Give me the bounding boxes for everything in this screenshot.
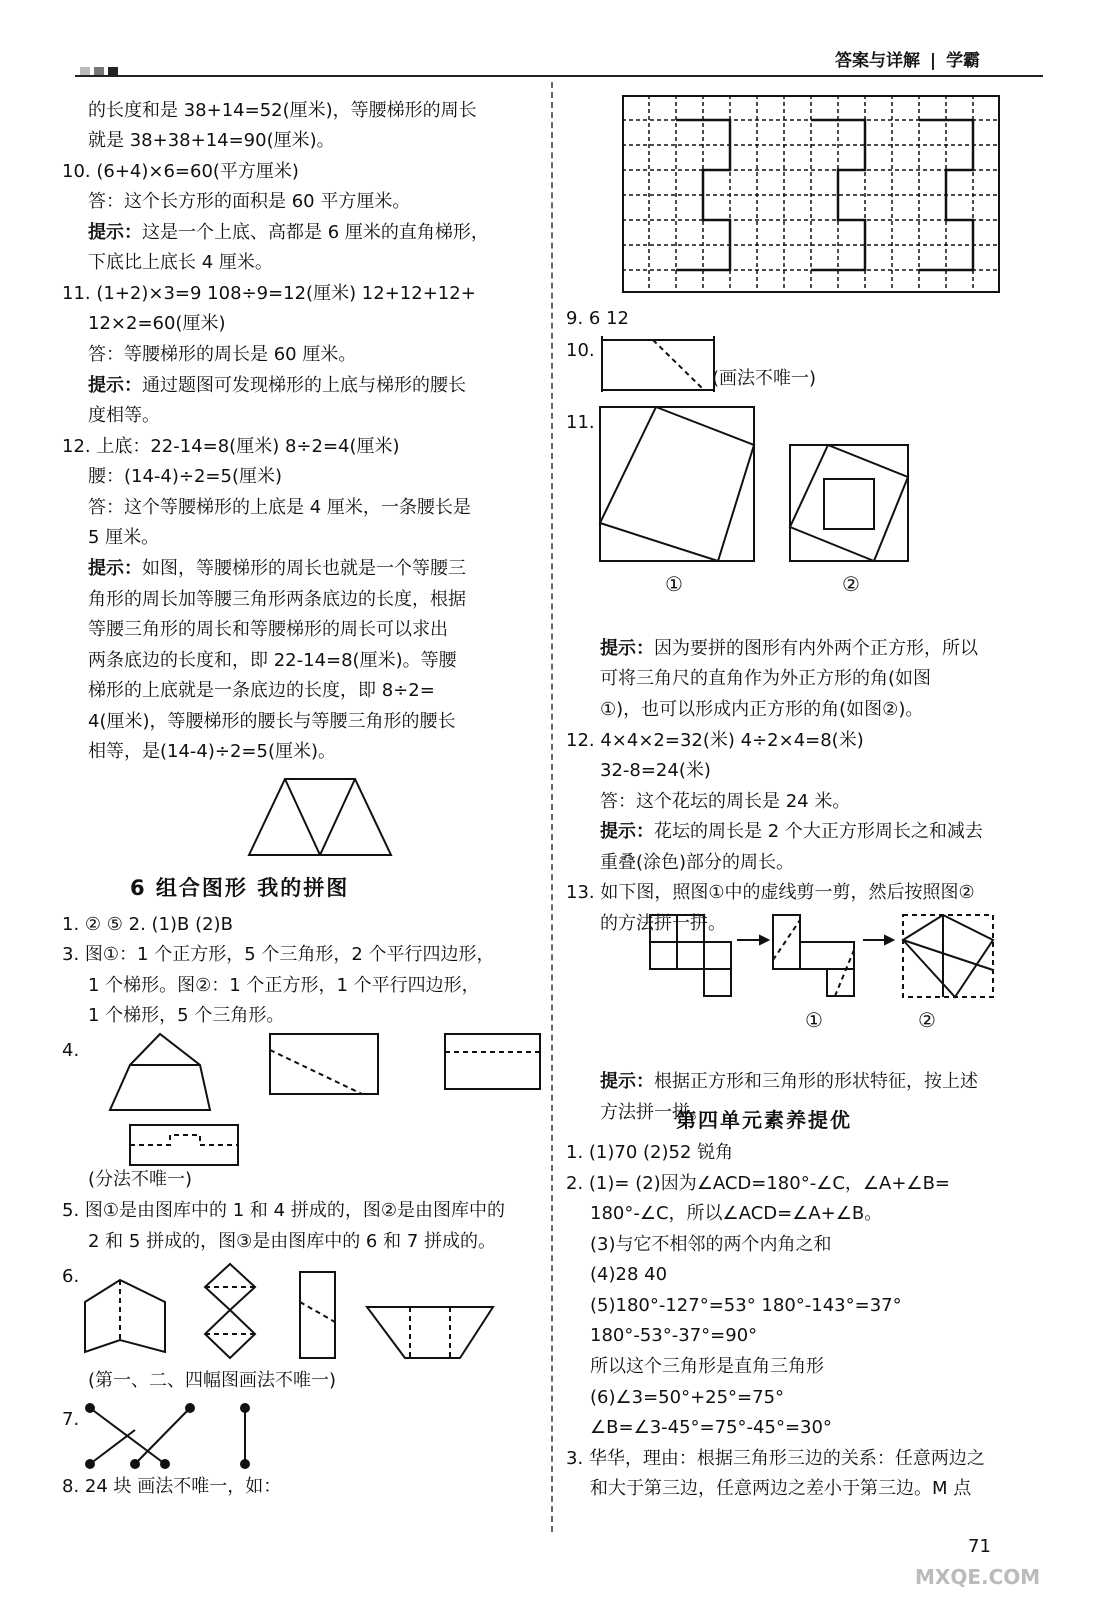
- text-line: 3. 图①：1 个正方形，5 个三角形，2 个平行四边形，: [62, 944, 495, 965]
- text-line: 腰：(14-4)÷2=5(厘米): [88, 466, 283, 487]
- text-line: 4(厘米)，等腰梯形的腰长与等腰三角形的腰长: [88, 711, 456, 732]
- q7-figures: [85, 1400, 265, 1472]
- fig11-label-2: ②: [842, 572, 860, 596]
- text-line: 度相等。: [88, 405, 160, 426]
- header-title: 答案与详解 | 学霸: [835, 51, 981, 71]
- tiling-grid: [622, 95, 1002, 295]
- hint-label: 提示：: [88, 558, 142, 579]
- text-line: 11. (1+2)×3=9 108÷9=12(厘米) 12+12+12+: [62, 283, 476, 304]
- text-line: 5 厘米。: [88, 527, 160, 548]
- text-line: 12. 上底：22-14=8(厘米) 8÷2=4(厘米): [62, 436, 400, 457]
- text-line: 答：这个花坛的周长是 24 米。: [600, 791, 851, 812]
- header-rule: [75, 75, 1043, 77]
- text-line: 等腰三角形的周长和等腰梯形的周长可以求出: [88, 619, 448, 640]
- text-line: 10.: [566, 340, 595, 361]
- text-line: 13. 如下图，照图①中的虚线剪一剪，然后按照图②: [566, 882, 975, 903]
- text-line: 两条底边的长度和，即 22-14=8(厘米)。等腰: [88, 650, 457, 671]
- q6-figures: [80, 1262, 500, 1362]
- text-line: 1 个梯形。图②：1 个正方形，1 个平行四边形，: [88, 975, 480, 996]
- text-line: 重叠(涂色)部分的周长。: [600, 852, 795, 873]
- text-line: 6.: [62, 1266, 80, 1287]
- q4-figures: [100, 1030, 560, 1170]
- text-line: 答：等腰梯形的周长是 60 厘米。: [88, 344, 357, 365]
- hint-label: 提示：: [600, 638, 654, 659]
- text-line: 1. ② ⑤ 2. (1)B (2)B: [62, 914, 233, 935]
- text-line: 的方法拼一拼。: [600, 913, 726, 934]
- text-line: 1. (1)70 (2)52 锐角: [566, 1142, 734, 1163]
- text-line: 9. 6 12: [566, 308, 629, 329]
- text-line: 12. 4×4×2=32(米) 4÷2×4=8(米): [566, 730, 864, 751]
- text-line: (6)∠3=50°+25°=75°: [590, 1387, 785, 1408]
- text-line: (4)28 40: [590, 1264, 668, 1285]
- text-line: 11.: [566, 412, 595, 433]
- hint-line: 提示：因为要拼的图形有内外两个正方形，所以: [600, 638, 978, 659]
- text-line: (5)180°-127°=53° 180°-143°=37°: [590, 1295, 902, 1316]
- text-line: 180°-53°-37°=90°: [590, 1325, 758, 1346]
- fig13-label-2: ②: [918, 1008, 936, 1032]
- text-line: 的长度和是 38+14=52(厘米)，等腰梯形的周长: [88, 100, 477, 121]
- text-line: 所以这个三角形是直角三角形: [590, 1356, 824, 1377]
- text-line: (分法不唯一): [88, 1169, 193, 1190]
- section-6-title: 6 组合图形 我的拼图: [130, 876, 350, 900]
- column-divider: [551, 82, 553, 1532]
- text-line: 3. 华华，理由：根据三角形三边的关系：任意两边之: [566, 1448, 985, 1469]
- fig13-label-1: ①: [805, 1008, 823, 1032]
- watermark: MXQE.COM: [915, 1565, 1041, 1589]
- fig11-label-1: ①: [665, 572, 683, 596]
- text-line: 梯形的上底就是一条底边的长度，即 8÷2=: [88, 680, 435, 701]
- text-line: 2. (1)= (2)因为∠ACD=180°-∠C，∠A+∠B=: [566, 1173, 950, 1194]
- hint-line: 提示：如图，等腰梯形的周长也就是一个等腰三: [88, 558, 466, 579]
- text-line: 答：这个等腰梯形的上底是 4 厘米，一条腰长是: [88, 497, 471, 518]
- hint-label: 提示：: [600, 821, 654, 842]
- text-line: 可将三角尺的直角作为外正方形的角(如图: [600, 668, 932, 689]
- q10-figure: [598, 334, 718, 394]
- hint-line: 提示：通过题图可发现梯形的上底与梯形的腰长: [88, 375, 466, 396]
- text-line: ①)，也可以形成内正方形的角(如图②)。: [600, 699, 924, 720]
- text-line: 10. (6+4)×6=60(平方厘米): [62, 161, 299, 182]
- q13-figures: [645, 910, 995, 1005]
- text-line: 角形的周长加等腰三角形两条底边的长度，根据: [88, 589, 466, 610]
- text-line: 7.: [62, 1409, 80, 1430]
- text-line: 2 和 5 拼成的，图③是由图库中的 6 和 7 拼成的。: [88, 1231, 496, 1252]
- text-line: (3)与它不相邻的两个内角之和: [590, 1234, 832, 1255]
- page-number: 71: [968, 1536, 991, 1557]
- text-line: 1 个梯形，5 个三角形。: [88, 1005, 285, 1026]
- text-line: 8. 24 块 画法不唯一，如：: [62, 1476, 282, 1497]
- text-line: 相等，是(14-4)÷2=5(厘米)。: [88, 741, 337, 762]
- text-line: 就是 38+38+14=90(厘米)。: [88, 130, 335, 151]
- text-line: 4.: [62, 1040, 80, 1061]
- text-line: 32-8=24(米): [600, 760, 711, 781]
- hint-line: 提示：花坛的周长是 2 个大正方形周长之和减去: [600, 821, 983, 842]
- text-line: 答：这个长方形的面积是 60 平方厘米。: [88, 191, 411, 212]
- text-line: 方法拼一拼。: [600, 1102, 708, 1123]
- text-line: 下底比上底长 4 厘米。: [88, 252, 273, 273]
- text-line: 5. 图①是由图库中的 1 和 4 拼成的，图②是由图库中的: [62, 1200, 505, 1221]
- hint-label: 提示：: [88, 222, 142, 243]
- text-line: (第一、二、四幅图画法不唯一): [88, 1370, 337, 1391]
- text-line: (画法不唯一): [712, 368, 817, 389]
- header-brand: 学霸: [946, 51, 981, 71]
- q11-figures: [598, 405, 918, 565]
- unit-4-title: 第四单元素养提优: [676, 1108, 852, 1132]
- hint-label: 提示：: [600, 1071, 654, 1092]
- trapezoid-figure: [245, 775, 395, 860]
- header-title-text: 答案与详解: [835, 51, 920, 71]
- text-line: 180°-∠C，所以∠ACD=∠A+∠B。: [590, 1203, 883, 1224]
- text-line: ∠B=∠3-45°=75°-45°=30°: [590, 1417, 832, 1438]
- text-line: 和大于第三边，任意两边之差小于第三边。M 点: [590, 1478, 972, 1499]
- hint-line: 提示：根据正方形和三角形的形状特征，按上述: [600, 1071, 978, 1092]
- text-line: 12×2=60(厘米): [88, 313, 226, 334]
- hint-line: 提示：这是一个上底、高都是 6 厘米的直角梯形，: [88, 222, 489, 243]
- hint-label: 提示：: [88, 375, 142, 396]
- header-marks: [80, 62, 122, 81]
